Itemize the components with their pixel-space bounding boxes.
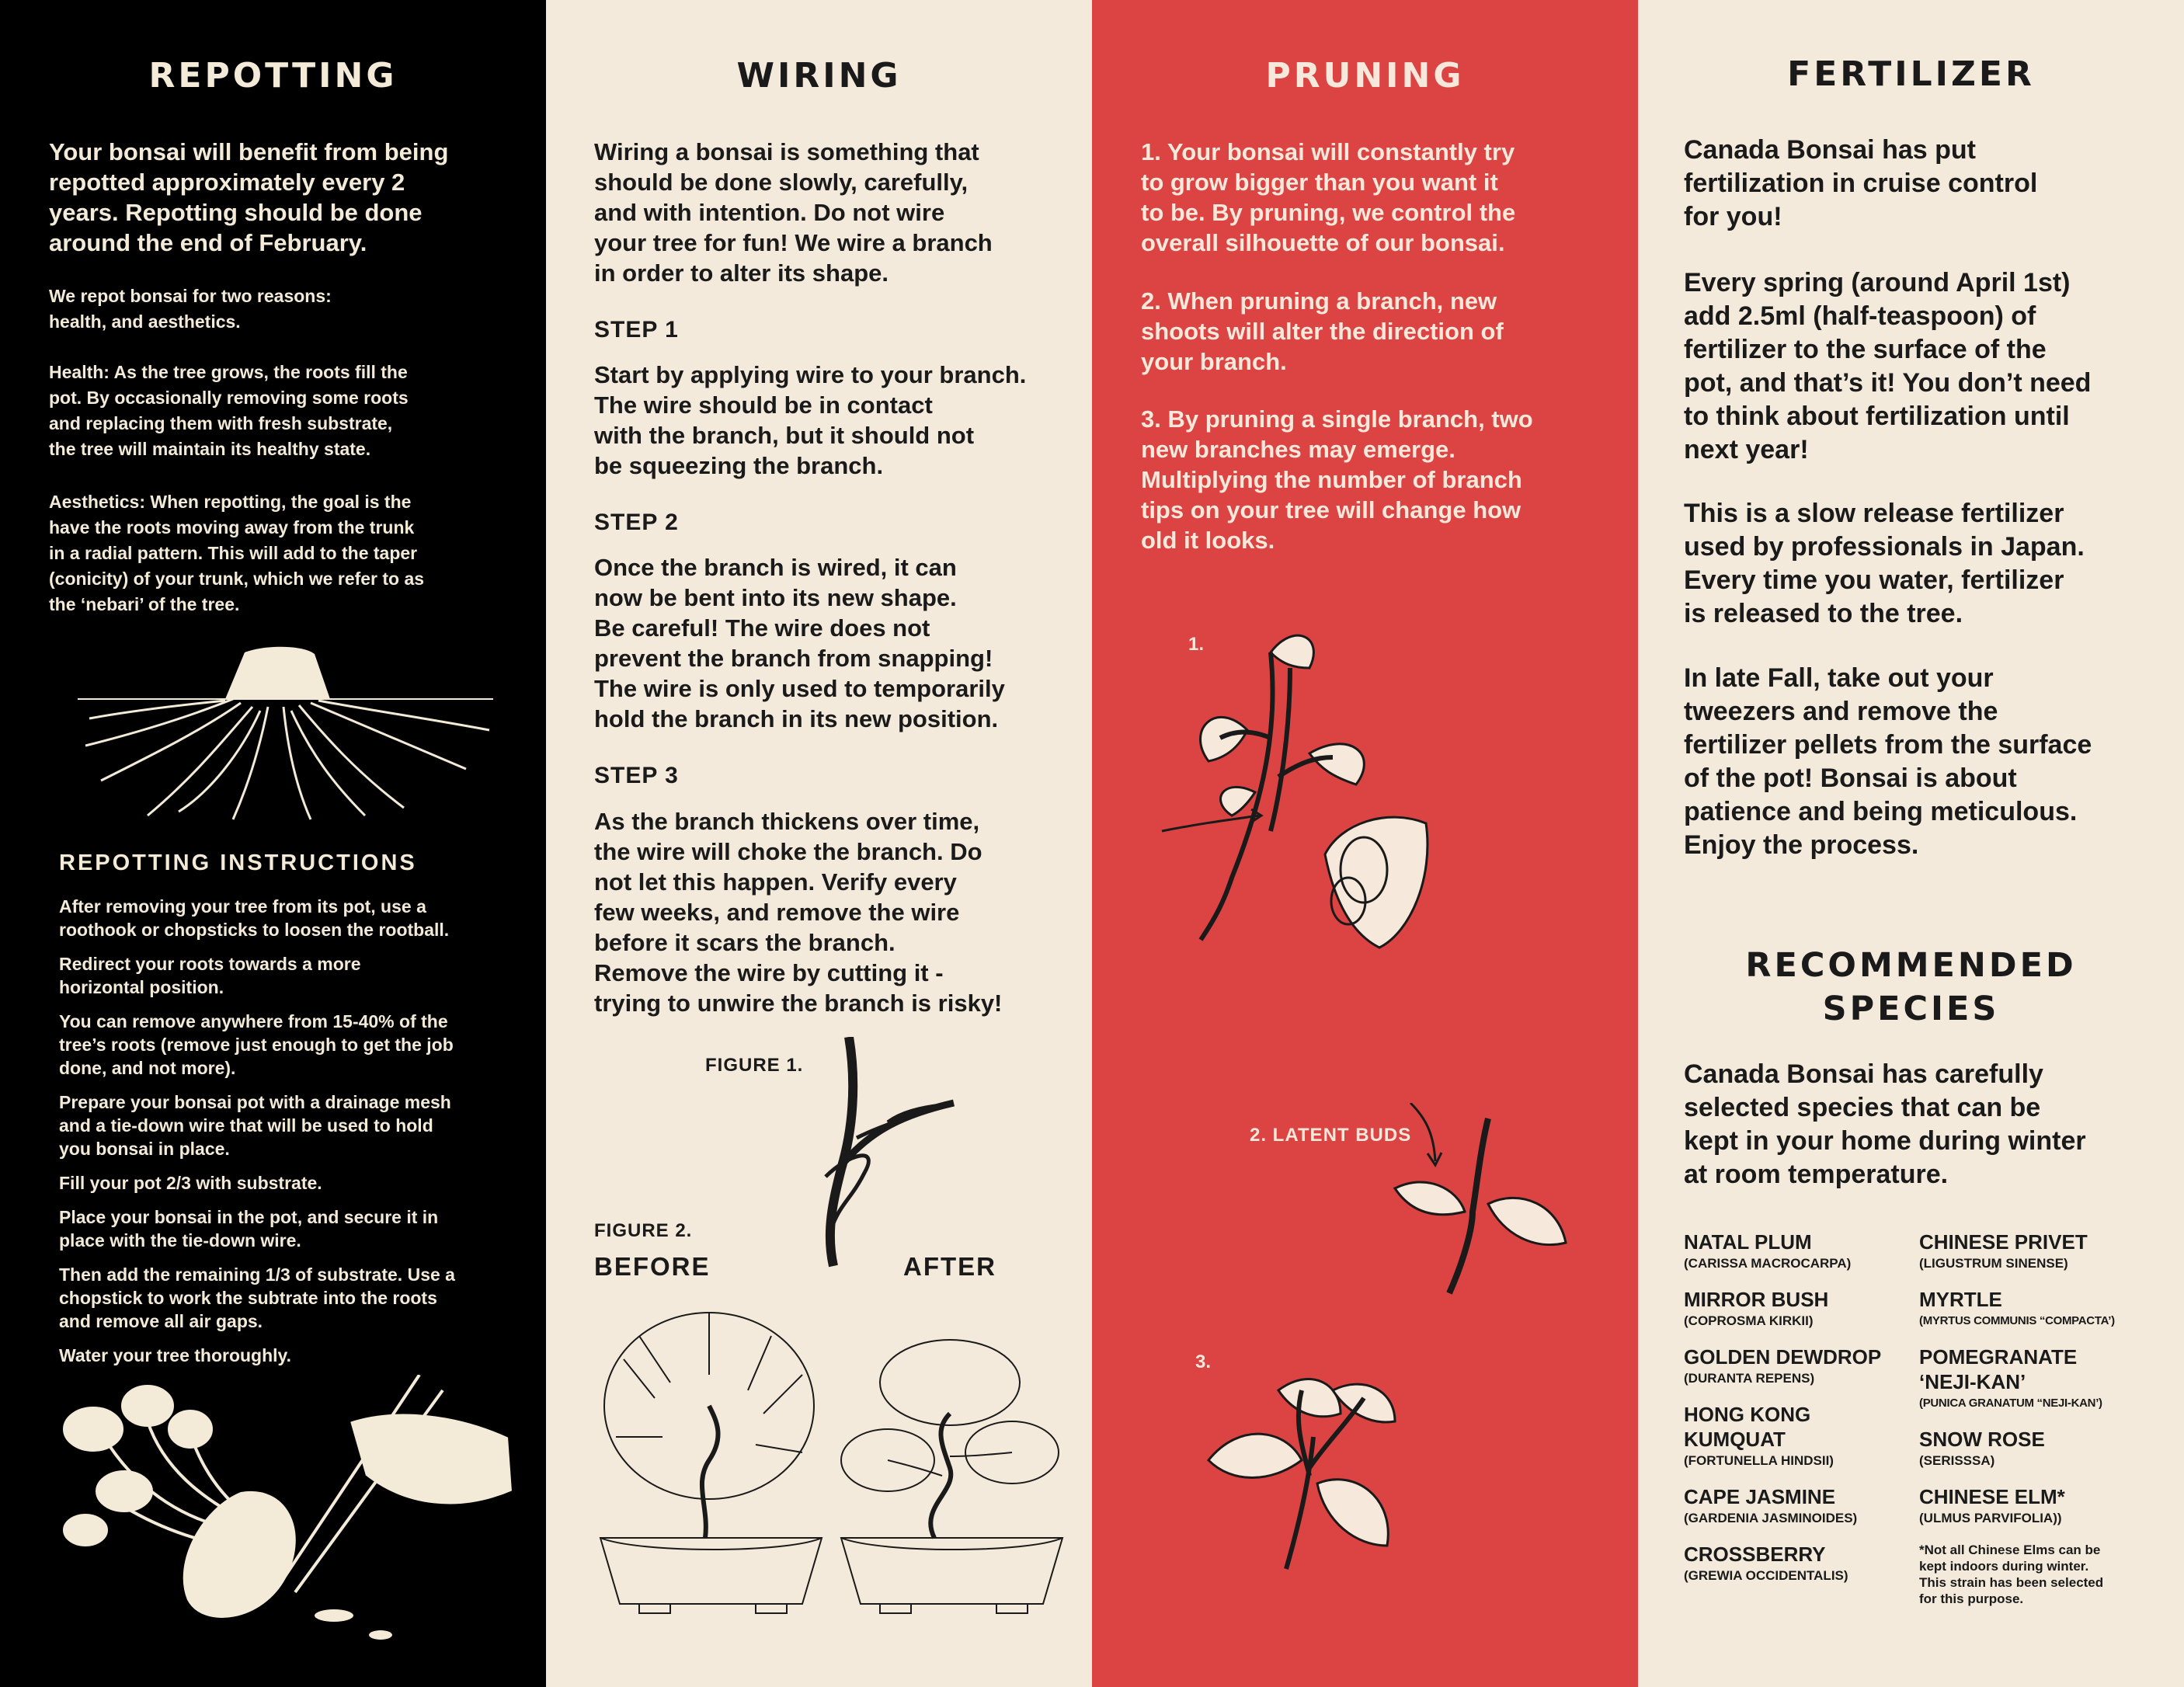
nebari-roots-illustration xyxy=(78,645,497,823)
species-name: MYRTLE xyxy=(1919,1288,2002,1311)
fertilizer-p2: Every spring (around April 1st) add 2.5ml (half-teaspoon) of fertilizer to the surface of the pot, and that’s it! You don’t need to think about fertilization until next year! xyxy=(1684,268,2092,464)
fertilizer-p1: Canada Bonsai has put fertilization in cruise control for you! xyxy=(1684,135,2038,231)
figure2-label: FIGURE 2. xyxy=(594,1220,693,1241)
fertilizer-title: FERTILIZER xyxy=(1787,54,2035,94)
species-list-left xyxy=(1684,1230,1940,1599)
species-item xyxy=(1684,1542,1940,1585)
species-item xyxy=(1684,1230,1940,1273)
species-intro: Canada Bonsai has carefully selected species that can be kept in your home during winter at room temperature. xyxy=(1684,1059,2086,1189)
repotting-instructions-list xyxy=(59,895,525,1378)
instruction-item: Water your tree thoroughly. xyxy=(59,1345,292,1365)
species-list-right xyxy=(1919,1230,2179,1607)
step3-text: As the branch thickens over time, the wire will choke the branch. Do not let this happen. Verify every few weeks, and remove the wire before it scars the branch. Remove the wire by cutting it - trying to unwire the branch is risky! xyxy=(594,808,1003,1017)
before-label: BEFORE xyxy=(594,1252,711,1281)
species-name: CHINESE ELM* xyxy=(1919,1485,2065,1508)
species-name: SNOW ROSE xyxy=(1919,1428,2045,1451)
instruction-item: Fill your pot 2/3 with substrate. xyxy=(59,1173,322,1193)
latent-buds-illustration xyxy=(1379,1103,1597,1305)
step2-text: Once the branch is wired, it can now be bent into its new shape. Be careful! The wire does not prevent the branch from snapping! The wire is only used to temporarily hold the branch in its new position. xyxy=(594,554,1005,732)
fertilizer-p4: In late Fall, take out your tweezers and remove the fertilizer pellets from the surface of the pot! Bonsai is about patience and being meticulous. Enjoy the process. xyxy=(1684,663,2092,860)
species-latin: (CARISSA MACROCARPA) xyxy=(1684,1256,1852,1271)
step3-title: STEP 3 xyxy=(594,763,679,788)
pruning-figure-3-label: 3. xyxy=(1195,1351,1212,1372)
pruning-point-1: 1. Your bonsai will constantly try to grow bigger than you want it to be. By pruning, we control the overall silhouette of our bonsai. xyxy=(1141,138,1516,256)
instruction-item: Redirect your roots towards a more horizontal position. xyxy=(59,954,361,997)
species-name: CROSSBERRY xyxy=(1684,1543,1826,1566)
species-name: POMEGRANATE ‘NEJI-KAN’ xyxy=(1919,1345,2078,1393)
pruning-title: PRUNING xyxy=(1265,56,1465,96)
repotting-title: REPOTTING xyxy=(148,56,398,96)
wiring-title: WIRING xyxy=(736,56,902,96)
pruning-panel xyxy=(1092,0,1638,1687)
species-latin: (GARDENIA JASMINOIDES) xyxy=(1684,1511,1858,1525)
repotting-aesthetics: Aesthetics: When repotting, the goal is the have the roots moving away from the trunk in a radial pattern. This will add to the taper (conicity) of your trunk, which we refer to as the ‘nebari’ of the tree. xyxy=(49,492,425,614)
species-latin: (LIGUSTRUM SINENSE) xyxy=(1919,1256,2068,1271)
repotting-instructions-title: REPOTTING INSTRUCTIONS xyxy=(59,850,417,875)
species-item xyxy=(1684,1344,1940,1388)
species-name: HONG KONG KUMQUAT xyxy=(1684,1403,1811,1451)
after-tree-illustration xyxy=(833,1320,1074,1631)
species-latin: (SERISSSA) xyxy=(1919,1453,1995,1468)
species-latin: (DURANTA REPENS) xyxy=(1684,1371,1815,1386)
instruction-item: Then add the remaining 1/3 of substrate. Use a chopstick to work the subtrate into the roots and remove all air gaps. xyxy=(59,1264,455,1331)
species-latin: (COPROSMA KIRKII) xyxy=(1684,1313,1814,1328)
step1-title: STEP 1 xyxy=(594,317,679,343)
figure1-label: FIGURE 1. xyxy=(705,1055,804,1076)
pruning-figure-1-label: 1. xyxy=(1188,634,1205,655)
species-name: NATAL PLUM xyxy=(1684,1230,1812,1254)
repotting-chopsticks-illustration xyxy=(54,1375,520,1662)
wiring-intro: Wiring a bonsai is something that should be done slowly, carefully, and with intention. Do not wire your tree for fun! We wire a branch in order to alter its shape. xyxy=(594,138,993,287)
species-item xyxy=(1919,1427,2179,1470)
species-latin: (MYRTUS COMMUNIS “COMPACTA’) xyxy=(1919,1314,2115,1327)
species-item xyxy=(1919,1230,2179,1273)
species-item xyxy=(1919,1484,2179,1528)
repotting-reasons: We repot bonsai for two reasons: health, and aesthetics. xyxy=(49,286,332,332)
two-branches-illustration xyxy=(1193,1344,1449,1577)
species-latin: (GREWIA OCCIDENTALIS) xyxy=(1684,1568,1848,1583)
step1-text: Start by applying wire to your branch. The wire should be in contact with the branch, but it should not be squeezing the branch. xyxy=(594,361,1027,479)
repotting-intro: Your bonsai will benefit from being repotted approximately every 2 years. Repotting should be done around the end of February. xyxy=(49,138,449,256)
repotting-panel xyxy=(0,0,546,1687)
before-tree-illustration xyxy=(593,1305,833,1631)
pruning-scissors-illustration xyxy=(1154,621,1457,1010)
instruction-item: Place your bonsai in the pot, and secure it in place with the tie-down wire. xyxy=(59,1207,439,1250)
species-item xyxy=(1919,1344,2179,1413)
species-latin: (ULMUS PARVIFOLIA)) xyxy=(1919,1511,2062,1525)
wiring-panel xyxy=(546,0,1092,1687)
latent-buds-label: 2. LATENT BUDS xyxy=(1250,1125,1412,1146)
species-latin: (PUNICA GRANATUM “NEJI-KAN’) xyxy=(1919,1397,2102,1410)
instruction-item: You can remove anywhere from 15-40% of the tree’s roots (remove just enough to get the job done, and not more). xyxy=(59,1011,454,1078)
chinese-elm-footnote: *Not all Chinese Elms can be kept indoors during winter. This strain has been selected for this purpose. xyxy=(1919,1543,2104,1606)
repotting-health: Health: As the tree grows, the roots fill the pot. By occasionally removing some roots and replacing them with fresh substrate, the tree will maintain its healthy state. xyxy=(49,362,409,459)
instruction-item: Prepare your bonsai pot with a drainage mesh and a tie-down wire that will be used to hold you bonsai in place. xyxy=(59,1092,451,1159)
species-latin: (FORTUNELLA HINDSII) xyxy=(1684,1453,1834,1468)
fertilizer-p3: This is a slow release fertilizer used by professionals in Japan. Every time you water, fertilizer is released to the tree. xyxy=(1684,499,2085,628)
species-item xyxy=(1684,1484,1940,1528)
instruction-item: After removing your tree from its pot, use a roothook or chopsticks to loosen the rootball. xyxy=(59,896,450,940)
species-item xyxy=(1919,1287,2179,1330)
species-title: RECOMMENDED SPECIES xyxy=(1745,946,2077,1028)
step2-title: STEP 2 xyxy=(594,510,679,535)
species-item xyxy=(1684,1287,1940,1330)
species-name: MIRROR BUSH xyxy=(1684,1288,1829,1311)
species-name: CAPE JASMINE xyxy=(1684,1485,1836,1508)
species-item xyxy=(1684,1402,1940,1470)
wired-branch-illustration xyxy=(779,1037,958,1270)
species-name: GOLDEN DEWDROP xyxy=(1684,1345,1882,1369)
pruning-point-2: 2. When pruning a branch, new shoots will alter the direction of your branch. xyxy=(1141,287,1504,375)
after-label: AFTER xyxy=(903,1252,996,1281)
pruning-point-3: 3. By pruning a single branch, two new branches may emerge. Multiplying the number of branch tips on your tree will change how old it looks. xyxy=(1141,405,1533,554)
species-name: CHINESE PRIVET xyxy=(1919,1230,2088,1254)
fertilizer-panel xyxy=(1638,0,2184,1687)
